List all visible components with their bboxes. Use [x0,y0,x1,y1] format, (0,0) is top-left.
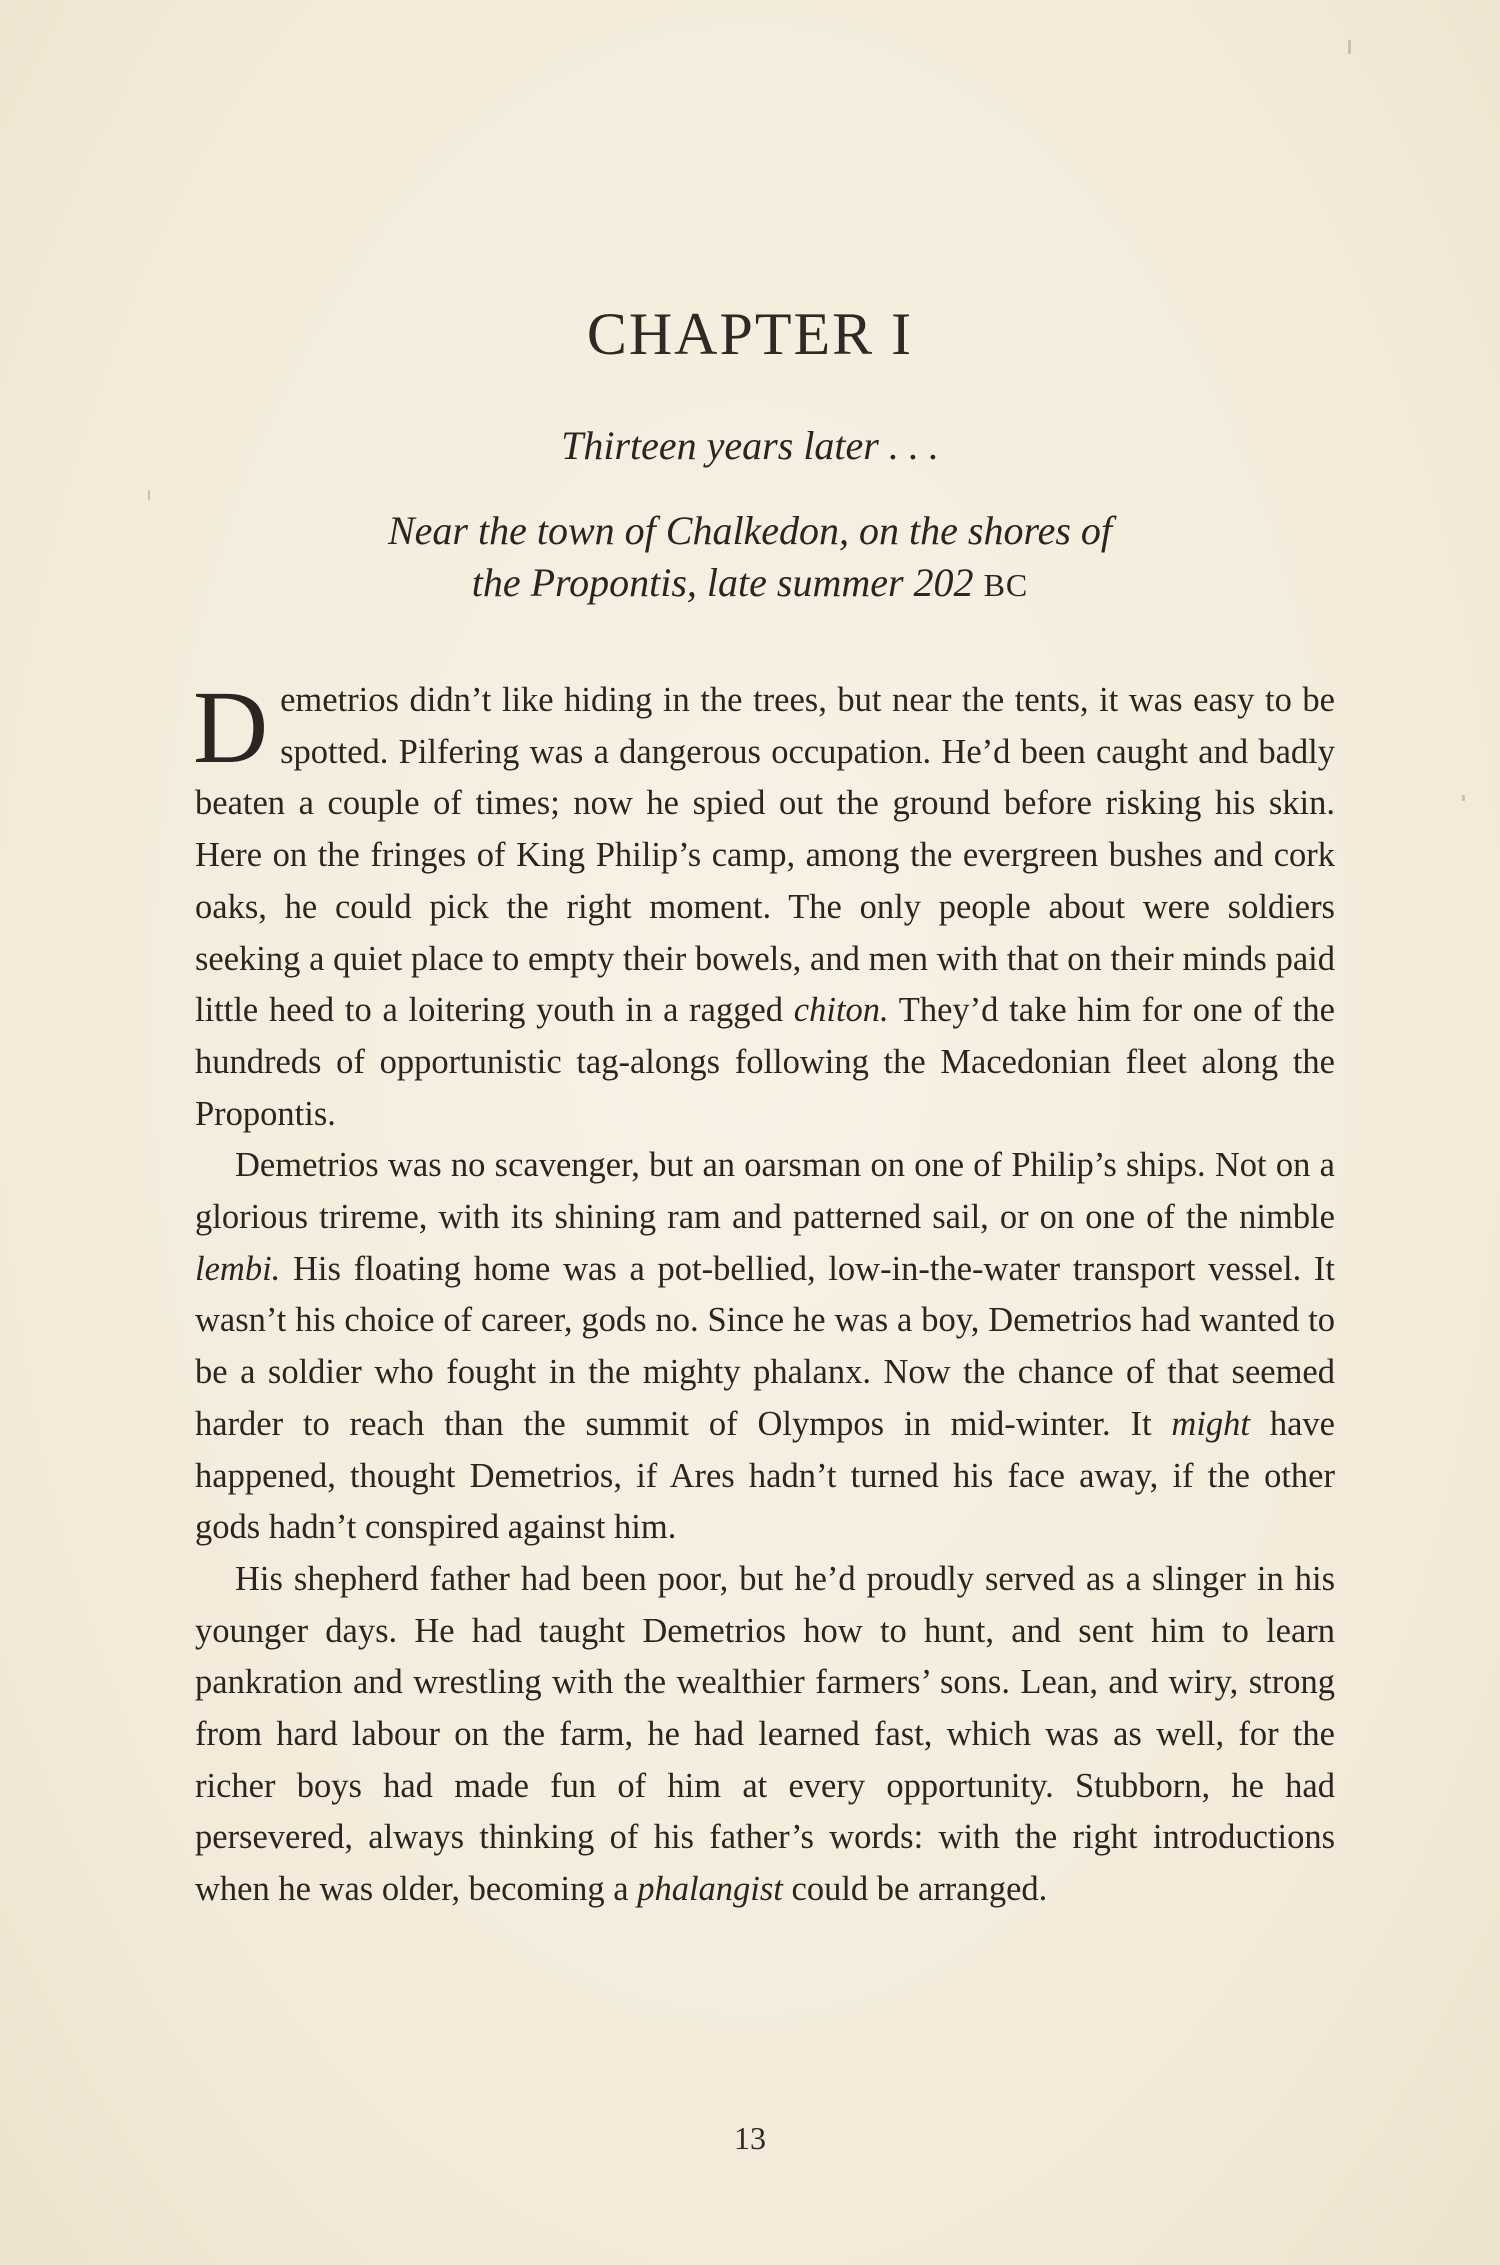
paragraph-2-emphasis-2: might [1171,1404,1250,1443]
paragraph-3-text-a: His shepherd father had been poor, but he’d proudly served as a slinger in his younger days. He had taught Demetrios how to hunt, and sent him to learn pankration and wrestling with the wealthier farmers’ sons. Lean, and wiry, strong from hard labour on the farm, he had learned fast, which was as well, for the richer boys had made fun of him at every opportunity. Stubborn, he had persevered, always thinking of his father’s words: with the right introductions when he was older, becoming a [195,1559,1335,1909]
paper-speck [1462,795,1465,801]
paragraph-2-text-a: Demetrios was no scavenger, but an oarsman on one of Philip’s ships. Not on a glorious trireme, with its shining ram and patterned sail, or on one of the nimble [195,1146,1335,1237]
subtitle-date-text: the Propontis, late summer 202 [471,560,984,605]
paragraph-2 [195,1140,1335,1554]
paragraph-2-text-b: His floating home was a pot-bellied, low-in-the-water transport vessel. It wasn’t his choice of career, gods no. Since he was a boy, Demetrios had wanted to be a soldier who fought in the mighty phalanx. Now the chance of that seemed harder to reach than the summit of Olympos in mid-winter. It [195,1249,1335,1443]
chapter-subtitle-time: Thirteen years later . . . [561,423,939,468]
paragraph-2-text-c: have happened, thought Demetrios, if Ares hadn’t turned his face away, if the other gods hadn’t conspired against him. [195,1404,1335,1547]
paragraph-3-emphasis: phalangist [637,1870,783,1909]
paper-speck [1348,40,1351,54]
chapter-subtitle-date [0,557,1500,611]
paragraph-1-text-a: emetrios didn’t like hiding in the trees, but near the tents, it was easy to be spotted. Pilfering was a dangerous occupation. He’d been caught and badly beaten a couple of times; now he spied out the ground before risking his skin. Here on the fringes of King Philip’s camp, among the evergreen bushes and cork oaks, he could pick the right moment. The only people about were soldiers seeking a quiet place to empty their bowels, and men with that on their minds paid little heed to a loitering youth in a ragged [195,681,1335,1030]
paragraph-1-emphasis: chiton. [793,991,889,1030]
subtitle-era: BC [983,567,1029,603]
paragraph-2-emphasis-1: lembi. [195,1249,281,1288]
chapter-title: CHAPTER I [586,301,914,367]
paragraph-1-text-b: They’d take him for one of the hundreds of opportunistic tag-alongs following the Macedonian fleet along the Propontis. [195,991,1335,1133]
paragraph-1 [193,670,1335,1140]
drop-cap: D [193,670,269,785]
chapter-subtitle-place: Near the town of Chalkedon, on the shores of [387,508,1113,553]
chapter-body [193,670,1335,1916]
paragraph-3-text-b: could be arranged. [782,1870,1048,1909]
page-number: 13 [734,2120,766,2156]
paper-speck [148,490,150,500]
paragraph-3 [195,1554,1335,1916]
